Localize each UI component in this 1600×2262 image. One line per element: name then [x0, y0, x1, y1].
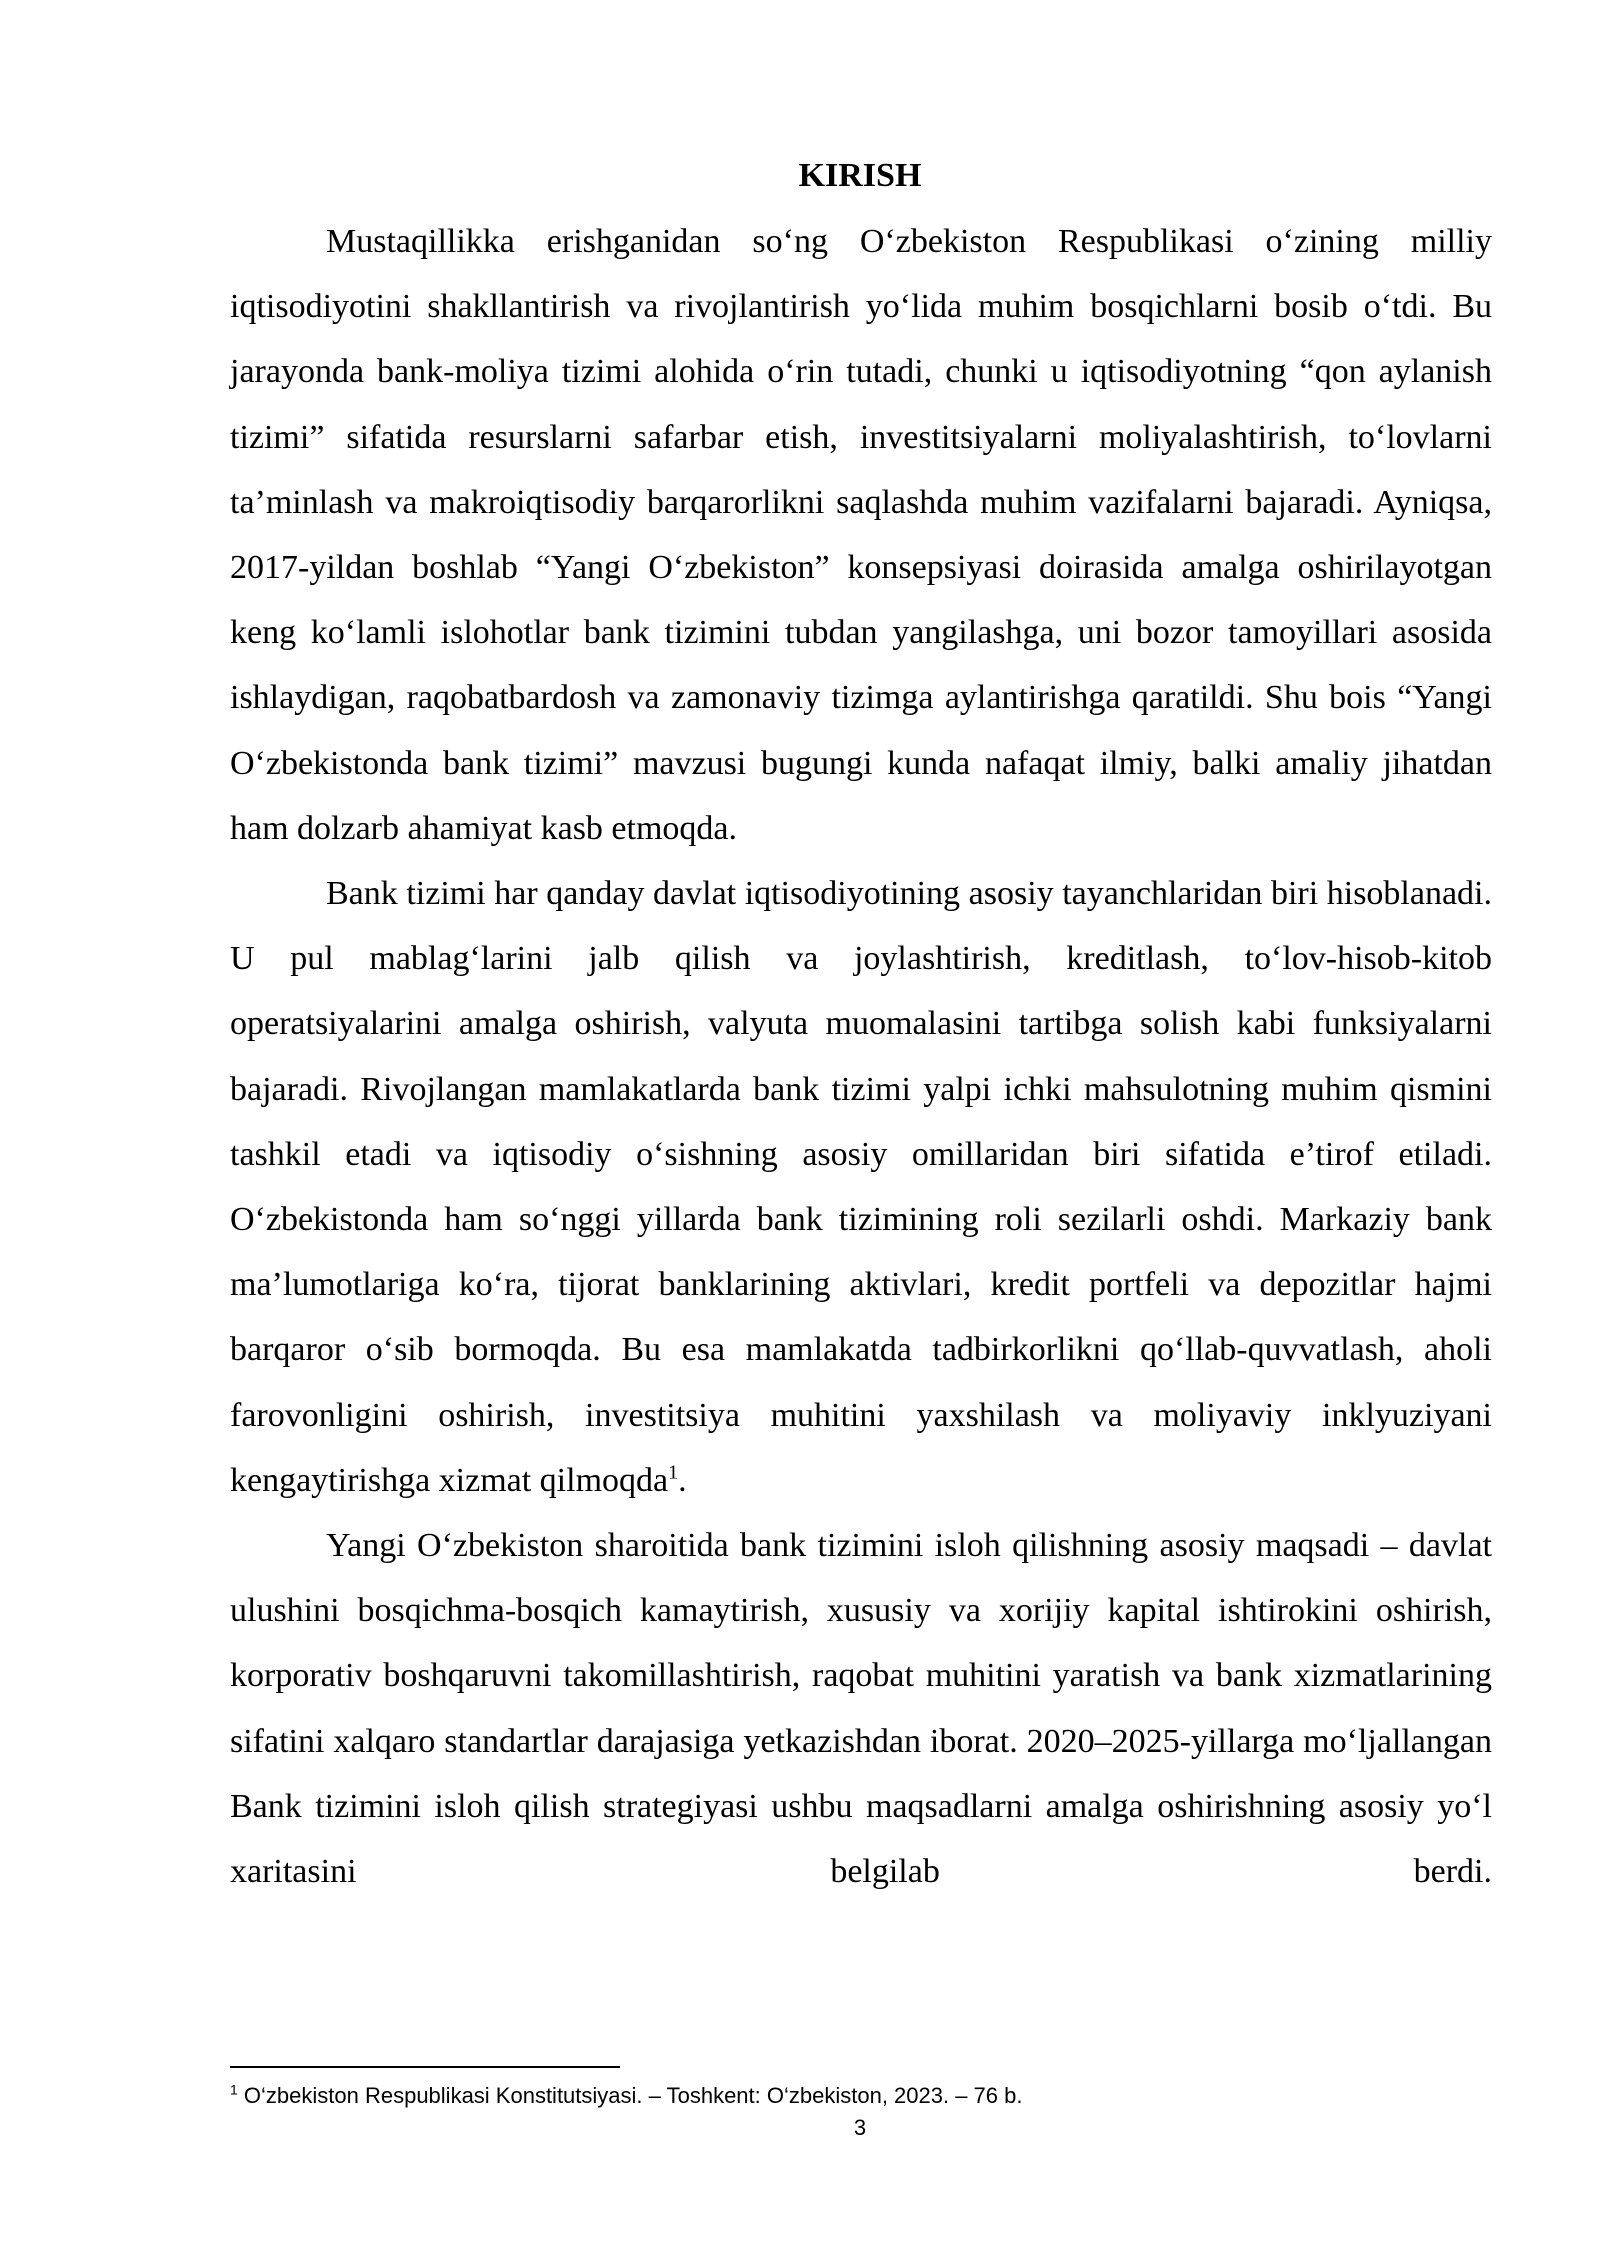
- footnote: [230, 2080, 1492, 2112]
- page-title: KIRISH: [798, 157, 922, 194]
- footnote-text: O‘zbekiston Respublikasi Konstitutsiyasi. – Toshkent: O‘zbekiston, 2023. – 76 b.: [237, 2083, 1023, 2108]
- footnote-marker: 1: [230, 2081, 238, 2098]
- body-text: [230, 209, 1492, 1904]
- paragraph-2: [230, 861, 1492, 1513]
- paragraph-2-end-punctuation: .: [678, 1461, 687, 1499]
- footnote-reference[interactable]: 1: [668, 1461, 679, 1484]
- paragraph-1: Mustaqillikka erishganidan so‘ng O‘zbekiston Respublikasi o‘zining milliy iqtisodiyotini shakllantirish va rivojlantirish yo‘lida muhim bosqichlarni bosib o‘tdi. Bu jarayonda bank-moliya tizimi alohida o‘rin tutadi, chunki u iqtisodiyotning “qon aylanish tizimi” sifatida resurslarni safarbar etish, investitsiyalarni moliyalashtirish, to‘lovlarni ta’minlash va makroiqtisodiy barqarorlikni saqlashda muhim vazifalarni bajaradi. Ayniqsa, 2017-yildan boshlab “Yangi O‘zbekiston” konsepsiyasi doirasida amalga oshirilayotgan keng ko‘lamli islohotlar bank tizimini tubdan yangilashga, uni bozor tamoyillari asosida ishlaydigan, raqobatbardosh va zamonaviy tizimga aylantirishga qaratildi. Shu bois “Yangi O‘zbekistonda bank tizimi” mavzusi bugungi kunda nafaqat ilmiy, balki amaliy jihatdan ham dolzarb ahamiyat kasb etmoqda.: [230, 223, 1492, 847]
- footnote-separator: [230, 2066, 620, 2068]
- page-number: 3: [853, 2115, 867, 2140]
- paragraph-3: Yangi O‘zbekiston sharoitida bank tizimini isloh qilishning asosiy maqsadi – davlat ulushini bosqichma-bosqich kamaytirish, xususiy va xorijiy kapital ishtirokini oshirish, korporativ boshqaruvni takomillashtirish, raqobat muhitini yaratish va bank xizmatlarining sifatini xalqaro standartlar darajasiga yetkazishdan iborat. 2020–2025-yillarga mo‘ljallangan Bank tizimini isloh qilish strategiyasi ushbu maqsadlarni amalga oshirishning asosiy yo‘l xaritasini belgilab berdi.: [230, 1527, 1492, 1891]
- paragraph-2-text: Bank tizimi har qanday davlat iqtisodiyotining asosiy tayanchlaridan biri hisoblanadi. U pul mablag‘larini jalb qilish va joylashtirish, kreditlash, to‘lov-hisob-kitob operatsiyalarini amalga oshirish, valyuta muomalasini tartibga solish kabi funksiyalarni bajaradi. Rivojlangan mamlakatlarda bank tizimi yalpi ichki mahsulotning muhim qismini tashkil etadi va iqtisodiy o‘sishning asosiy omillaridan biri sifatida e’tirof etiladi. O‘zbekistonda ham so‘nggi yillarda bank tizimining roli sezilarli oshdi. Markaziy bank ma’lumotlariga ko‘ra, tijorat banklarining aktivlari, kredit portfeli va depozitlar hajmi barqaror o‘sib bormoqda. Bu esa mamlakatda tadbirkorlikni qo‘llab-quvvatlash, aholi farovonligini oshirish, investitsiya muhitini yaxshilash va moliyaviy inklyuziyani kengaytirishga xizmat qilmoqda: [230, 875, 1492, 1499]
